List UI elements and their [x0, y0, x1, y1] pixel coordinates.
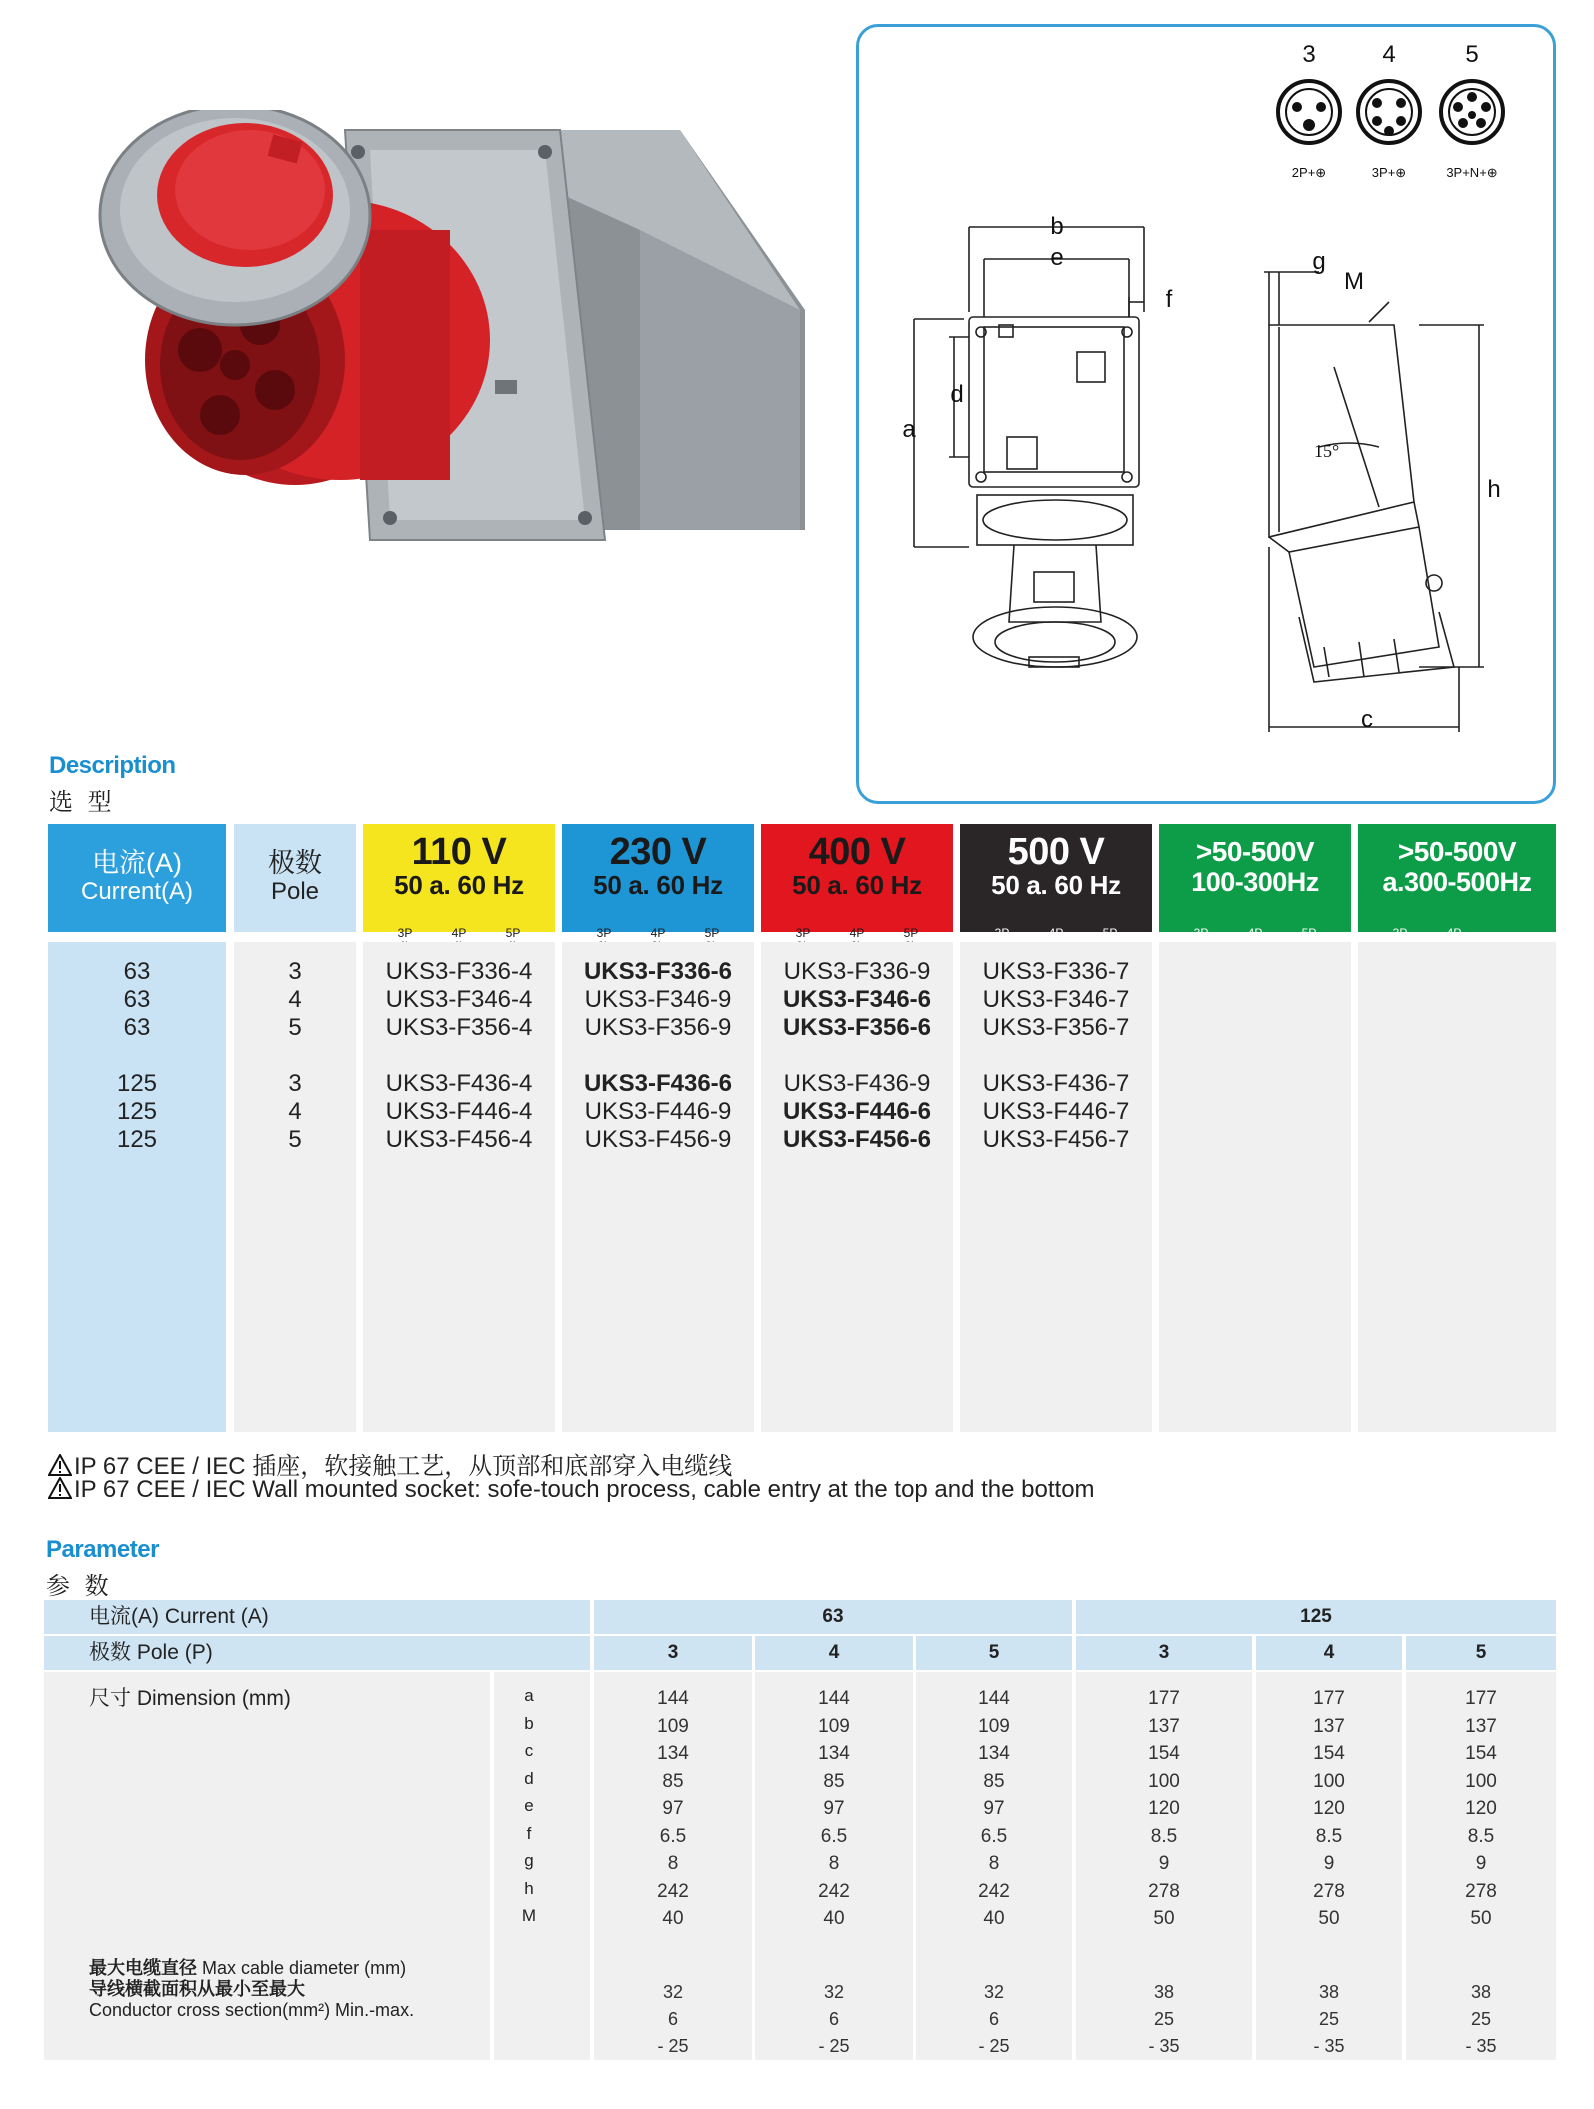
voltage-label: 230 V — [609, 831, 707, 873]
voltage-label: 110 V — [411, 831, 507, 873]
cross-section-max-value: - 35 — [1148, 2036, 1180, 2056]
pole-tag: 5P — [704, 926, 720, 940]
model-code: UKS3-F346-7 — [982, 986, 1130, 1013]
pin-type-5: 3P+N+⊕ — [1446, 165, 1498, 180]
dim-label-d: d — [950, 381, 964, 408]
dim-label-h: h — [1487, 476, 1501, 503]
cable-diameter-value: 32 — [823, 1982, 845, 2002]
pole-tag: 4P — [1247, 926, 1263, 940]
current-value: 63 — [822, 1606, 844, 1627]
cross-section-min-value: 6 — [988, 2009, 999, 2029]
pole-column — [234, 942, 356, 1432]
pole-label-en: Pole (P) — [136, 1641, 213, 1664]
dimension-value: 9 — [1158, 1853, 1170, 1874]
current-header-cn: 电流(A) — [92, 848, 182, 878]
voltage-header-230v — [562, 824, 754, 940]
frequency-label: 50 a. 60 Hz — [593, 870, 723, 900]
cable-diameter-value: 38 — [1153, 1982, 1175, 2002]
model-code: UKS3-F336-9 — [783, 958, 931, 985]
model-code: UKS3-F346-4 — [385, 986, 533, 1013]
dimension-value: 9 — [1475, 1853, 1487, 1874]
dimension-value: 154 — [1148, 1743, 1180, 1764]
cable-label-cell — [44, 1952, 490, 2060]
current-value: 63 — [123, 1014, 151, 1041]
cross-section-max-value: - 25 — [818, 2036, 850, 2056]
dimension-value: 134 — [657, 1743, 689, 1764]
dim-label-c: c — [1361, 706, 1373, 733]
front-view-drawing — [914, 227, 1144, 667]
pin-type-3: 2P+⊕ — [1291, 165, 1327, 180]
dimension-key: d — [524, 1768, 534, 1788]
model-code: UKS3-F436-4 — [385, 1070, 533, 1097]
model-code: UKS3-F446-7 — [982, 1098, 1130, 1125]
dim-label-M: M — [1344, 268, 1364, 295]
dimension-value: 8 — [988, 1853, 1000, 1874]
dimension-value: 177 — [1465, 1688, 1497, 1709]
dimension-value: 109 — [818, 1715, 850, 1737]
pin-diagram-3 — [1278, 81, 1340, 143]
pole-header-cell — [916, 1636, 1072, 1670]
pole-tag: 5P — [1102, 926, 1118, 940]
current-63-header — [594, 1600, 1072, 1634]
current-label-en: Current (A) — [164, 1605, 269, 1628]
dimension-value: 144 — [657, 1688, 689, 1709]
dimension-value: 9 — [1323, 1853, 1335, 1874]
model-code: UKS3-F336-6 — [583, 958, 733, 985]
model-code: UKS3-F356-7 — [982, 1014, 1130, 1041]
pole-value: 4 — [288, 986, 302, 1013]
current-column — [48, 942, 226, 1432]
pole-header-en: Pole — [270, 878, 320, 905]
pole-tag: 3P — [994, 926, 1010, 940]
pole-header-cell — [1406, 1636, 1556, 1670]
pole-header — [234, 824, 356, 932]
model-column-400v — [761, 942, 953, 1432]
description-title: Description — [49, 752, 176, 779]
product-photo — [40, 110, 820, 590]
cross-section-max-value: - 25 — [657, 2036, 689, 2056]
cross-section-max-value: - 35 — [1313, 2036, 1345, 2056]
selection-table — [48, 824, 1556, 1432]
dimension-key: b — [524, 1713, 534, 1733]
dim-label-e: e — [1050, 244, 1064, 271]
pole-tag: 4P — [650, 926, 666, 940]
pole-tag: 3P — [596, 926, 612, 940]
parameter-title: Parameter — [46, 1536, 159, 1563]
dimension-key: f — [526, 1823, 532, 1843]
dimension-value: 8 — [667, 1853, 679, 1874]
frequency-label: 100-300Hz — [1191, 867, 1319, 897]
dimension-label-en: Dimension (mm) — [136, 1687, 291, 1710]
pin-diagram-5 — [1441, 81, 1503, 143]
dimension-value: 144 — [818, 1688, 850, 1709]
pole-tag: 5P — [903, 926, 919, 940]
model-code: UKS3-F336-7 — [982, 958, 1130, 985]
voltage-header-400v — [761, 824, 953, 940]
model-column-110v — [363, 942, 555, 1432]
current-value: 125 — [1300, 1606, 1332, 1627]
dim-label-a: a — [902, 416, 916, 443]
voltage-header-300-500hz — [1358, 824, 1556, 940]
model-code: UKS3-F356-4 — [385, 1014, 533, 1041]
note-en — [48, 1476, 1095, 1504]
dimension-value: 137 — [1313, 1715, 1345, 1737]
pole-value: 3 — [288, 958, 302, 985]
dimension-value: 6.5 — [659, 1825, 687, 1847]
dimension-value: 154 — [1465, 1743, 1497, 1764]
dimension-value: 100 — [1465, 1770, 1497, 1792]
pin-type-4: 3P+⊕ — [1371, 165, 1407, 180]
voltage-header-100-300hz — [1159, 824, 1351, 940]
dimension-value: 242 — [978, 1880, 1010, 1902]
dimension-value: 97 — [662, 1798, 684, 1819]
current-value: 63 — [123, 958, 151, 985]
voltage-label: >50-500V — [1397, 836, 1517, 867]
model-code: UKS3-F436-7 — [982, 1070, 1130, 1097]
pole-header-cell — [1076, 1636, 1252, 1670]
dimension-value: 177 — [1148, 1688, 1180, 1709]
frequency-label: 50 a. 60 Hz — [991, 870, 1121, 900]
warning-icon — [48, 1477, 72, 1499]
dimension-value: 278 — [1148, 1880, 1180, 1902]
pole-header-cn: 极数 — [268, 848, 322, 878]
current-value: 125 — [116, 1098, 158, 1125]
pole-value: 3 — [1158, 1642, 1170, 1663]
model-code: UKS3-F446-6 — [782, 1098, 932, 1125]
voltage-label: >50-500V — [1195, 836, 1315, 867]
parameter-subtitle: 参 数 — [46, 1573, 113, 1600]
dimension-value: 85 — [823, 1770, 845, 1792]
dimension-value: 144 — [978, 1688, 1010, 1709]
pole-value: 4 — [828, 1642, 840, 1663]
dimension-value: 50 — [1470, 1908, 1492, 1929]
pole-tag: 5P — [505, 926, 521, 940]
side-view-drawing — [1264, 272, 1484, 732]
dimension-diagram-panel — [856, 24, 1556, 804]
pole-value: 5 — [288, 1126, 302, 1153]
dimension-value: 177 — [1313, 1688, 1345, 1709]
cross-section-min-value: 6 — [667, 2009, 678, 2029]
frequency-label: 50 a. 60 Hz — [394, 870, 524, 900]
model-code: UKS3-F436-9 — [783, 1070, 931, 1097]
dimension-value: 154 — [1313, 1743, 1345, 1764]
current-header — [48, 824, 226, 932]
cable-label-2-cn: 导线横截面积从最小至最大 — [89, 1979, 305, 1999]
dimension-value: 109 — [657, 1715, 689, 1737]
dimension-value: 85 — [662, 1770, 684, 1792]
cross-section-max-value: - 35 — [1465, 2036, 1497, 2056]
dimension-value: 120 — [1148, 1798, 1180, 1819]
pole-tag: 5P — [1301, 926, 1317, 940]
pin-label-3: 3 — [1302, 41, 1316, 68]
dimension-value: 137 — [1148, 1715, 1180, 1737]
dimension-value: 50 — [1153, 1908, 1175, 1929]
dimension-value: 134 — [818, 1743, 850, 1764]
dimension-value: 97 — [823, 1798, 845, 1819]
cross-section-min-value: 6 — [828, 2009, 839, 2029]
dimension-value: 40 — [662, 1908, 684, 1929]
dimension-value: 120 — [1465, 1798, 1497, 1819]
current-header-en: Current(A) — [80, 878, 194, 905]
model-code: UKS3-F356-6 — [782, 1014, 932, 1041]
pole-value: 4 — [288, 1098, 302, 1125]
model-code: UKS3-F456-9 — [584, 1126, 732, 1153]
dim-label-b: b — [1050, 213, 1064, 240]
description-subtitle: 选 型 — [49, 789, 116, 816]
frequency-label: 50 a. 60 Hz — [792, 870, 922, 900]
model-code: UKS3-F346-6 — [782, 986, 932, 1013]
cross-section-min-value: 25 — [1318, 2009, 1340, 2029]
frequency-label: a.300-500Hz — [1382, 867, 1532, 897]
cable-diameter-value: 38 — [1318, 1982, 1340, 2002]
dim-label-f: f — [1165, 286, 1173, 313]
pole-value: 3 — [667, 1642, 679, 1663]
model-code: UKS3-F446-9 — [584, 1098, 732, 1125]
voltage-header-500v — [960, 824, 1152, 940]
pole-tag: 3P — [795, 926, 811, 940]
pole-tag: 4P — [451, 926, 467, 940]
pole-header-cell — [594, 1636, 752, 1670]
pole-tag: 4P — [1446, 926, 1462, 940]
dimension-value: 134 — [978, 1743, 1010, 1764]
pole-label-cn: 极数 — [89, 1641, 131, 1664]
dimension-value: 242 — [657, 1880, 689, 1902]
dimension-label-cn: 尺寸 — [89, 1687, 131, 1710]
pole-tag: 4P — [1048, 926, 1064, 940]
model-code: UKS3-F346-9 — [584, 986, 732, 1013]
pole-tag: 4P — [849, 926, 865, 940]
pin-label-4: 4 — [1382, 41, 1396, 68]
dimension-value: 40 — [823, 1908, 845, 1929]
dimension-value: 50 — [1318, 1908, 1340, 1929]
dimension-key: a — [524, 1686, 534, 1705]
model-column-500v — [960, 942, 1152, 1432]
current-value: 125 — [116, 1126, 158, 1153]
pin-diagram-4 — [1358, 81, 1420, 143]
dimension-value: 137 — [1465, 1715, 1497, 1737]
dimension-value: 8.5 — [1467, 1825, 1495, 1847]
parameter-table — [44, 1600, 1556, 2060]
current-row-label — [44, 1600, 590, 1634]
cable-label-2-en: Conductor cross section(mm²) Min.-max. — [89, 2000, 415, 2020]
model-code: UKS3-F456-7 — [982, 1126, 1130, 1153]
dimension-value: 109 — [978, 1715, 1010, 1737]
dimension-value: 8.5 — [1150, 1825, 1178, 1847]
dimension-value: 278 — [1465, 1880, 1497, 1902]
dimension-key: h — [524, 1878, 534, 1898]
pole-header-cell — [755, 1636, 913, 1670]
pole-value: 5 — [988, 1642, 1000, 1663]
warning-icon — [48, 1454, 72, 1476]
cable-diameter-value: 32 — [662, 1982, 684, 2002]
pole-tag: 3P — [397, 926, 413, 940]
pin-label-5: 5 — [1465, 41, 1479, 68]
cross-section-min-value: 25 — [1470, 2009, 1492, 2029]
model-code: UKS3-F456-4 — [385, 1126, 533, 1153]
voltage-header-110v — [363, 824, 555, 940]
angle-label: 15° — [1314, 441, 1340, 461]
current-125-header — [1076, 1600, 1556, 1634]
dimension-key: c — [524, 1741, 534, 1760]
model-code: UKS3-F436-6 — [583, 1070, 733, 1097]
model-code: UKS3-F456-6 — [782, 1126, 932, 1153]
cross-section-max-value: - 25 — [978, 2036, 1010, 2056]
voltage-label: 500 V — [1007, 831, 1105, 873]
dimension-value: 100 — [1148, 1770, 1180, 1792]
pole-value: 5 — [288, 1014, 302, 1041]
pole-row-label — [44, 1636, 590, 1670]
dimension-value: 242 — [818, 1880, 850, 1902]
current-value: 125 — [116, 1070, 158, 1097]
model-column-230v — [562, 942, 754, 1432]
dimension-value: 120 — [1313, 1798, 1345, 1819]
note-text-en: IP 67 CEE / IEC Wall mounted socket: sofe-touch process, cable entry at the top and the bottom — [74, 1476, 1095, 1503]
pole-value: 5 — [1475, 1642, 1487, 1663]
dimension-value: 6.5 — [980, 1825, 1008, 1847]
dimension-key: M — [521, 1906, 537, 1925]
dimension-value: 40 — [983, 1908, 1005, 1929]
current-label-cn: 电流(A) — [89, 1605, 159, 1628]
pole-tag: 3P — [1193, 926, 1209, 940]
dimension-key: g — [524, 1851, 534, 1870]
current-value: 63 — [123, 986, 151, 1013]
cable-diameter-value: 38 — [1470, 1982, 1492, 2002]
voltage-label: 400 V — [808, 831, 906, 873]
dimension-value: 8 — [828, 1853, 840, 1874]
model-code: UKS3-F336-4 — [385, 958, 533, 985]
dimension-key: e — [524, 1796, 534, 1815]
dimension-value: 100 — [1313, 1770, 1345, 1792]
pole-tag: 3P — [1392, 926, 1408, 940]
model-column-100-300hz — [1159, 942, 1351, 1432]
dimension-value: 85 — [983, 1770, 1005, 1792]
dimension-value: 6.5 — [820, 1825, 848, 1847]
cable-diameter-value: 32 — [983, 1982, 1005, 2002]
dim-label-g: g — [1312, 248, 1326, 275]
dimension-value: 97 — [983, 1798, 1005, 1819]
model-code: UKS3-F446-4 — [385, 1098, 533, 1125]
dimension-value: 278 — [1313, 1880, 1345, 1902]
cable-label-1-cn: 最大电缆直径 — [89, 1958, 197, 1978]
model-column-300-500hz — [1358, 942, 1556, 1432]
model-code: UKS3-F356-9 — [584, 1014, 732, 1041]
pole-value: 4 — [1323, 1642, 1335, 1663]
cable-label-1-en: Max cable diameter (mm) — [202, 1958, 407, 1978]
note-text-cn: IP 67 CEE / IEC 插座，软接触工艺，从顶部和底部穿入电缆线 — [74, 1453, 733, 1480]
pole-value: 3 — [288, 1070, 302, 1097]
dimension-value: 8.5 — [1315, 1825, 1343, 1847]
pole-header-cell — [1256, 1636, 1402, 1670]
cross-section-min-value: 25 — [1153, 2009, 1175, 2029]
